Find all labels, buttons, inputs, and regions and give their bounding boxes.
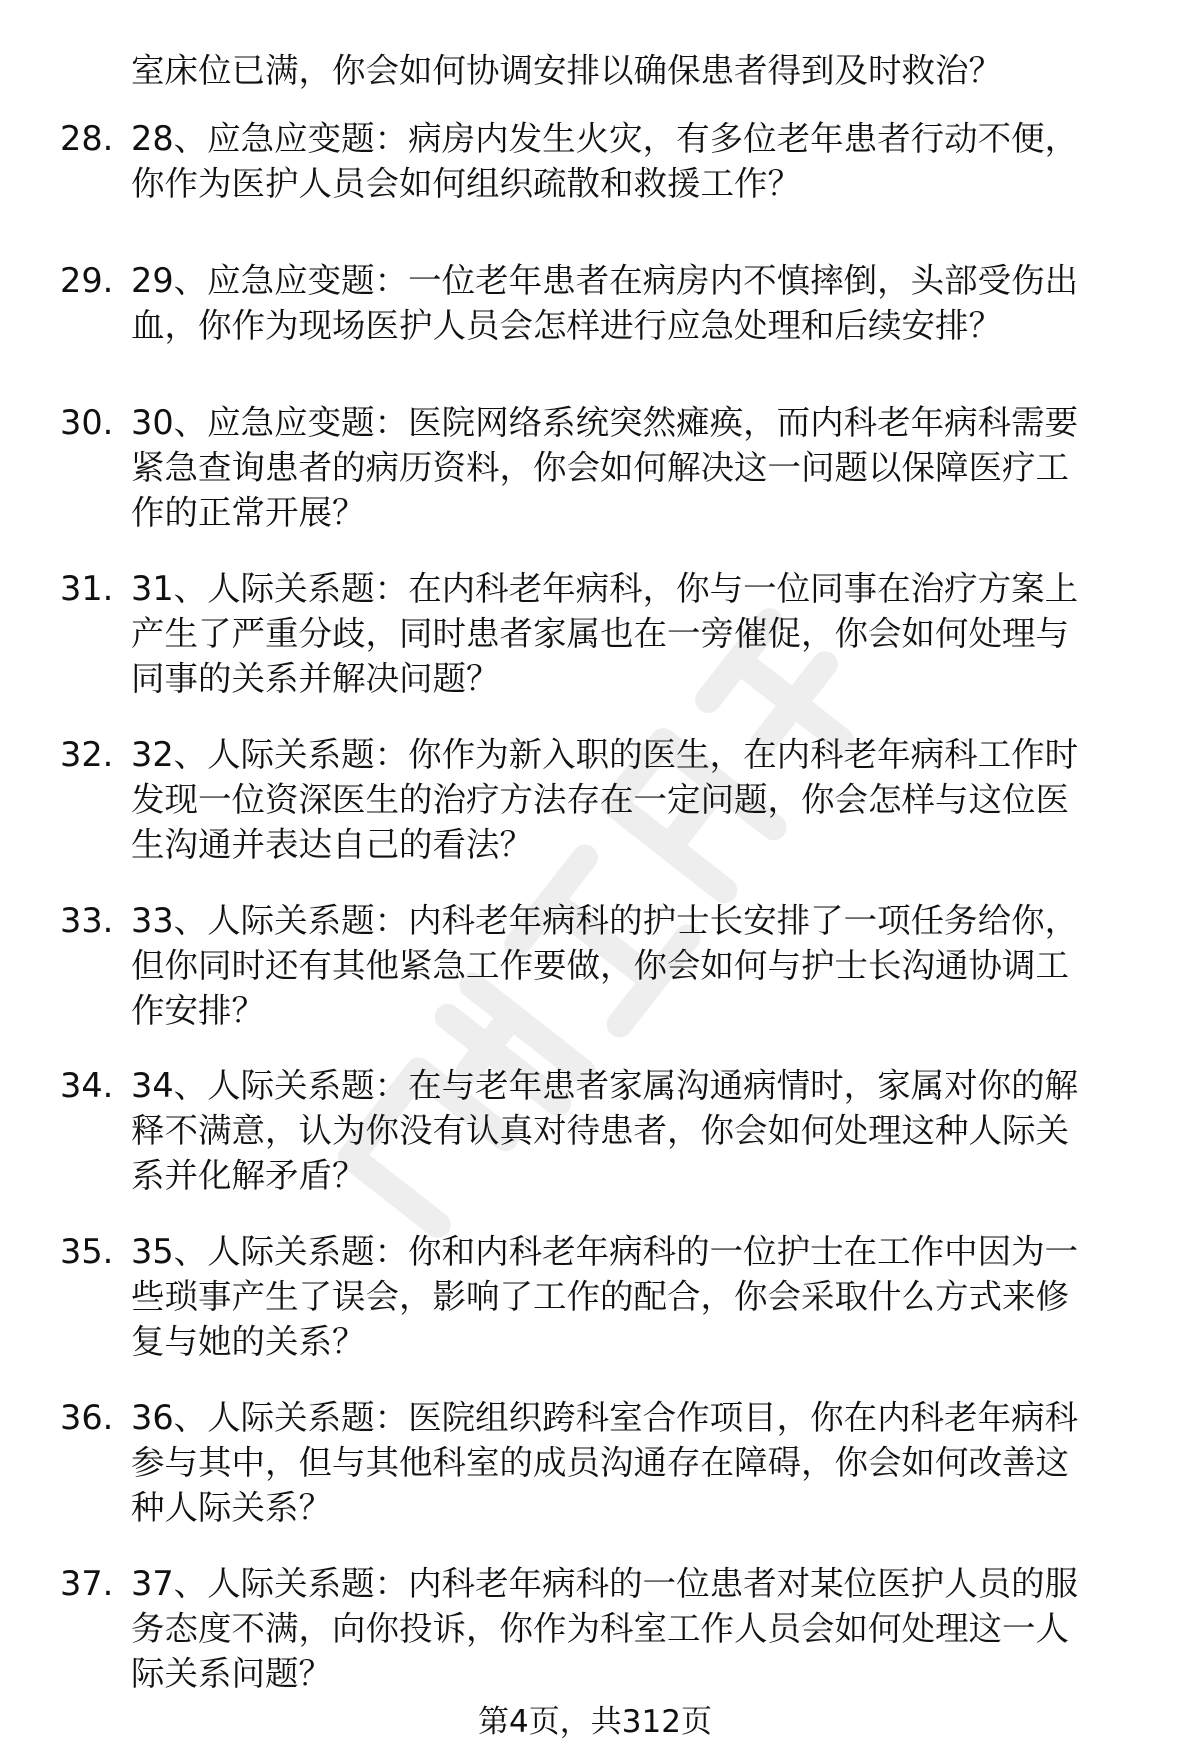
question-line: 发现一位资深医生的治疗方法存在一定问题，你会怎样与这位医 — [131, 780, 1069, 819]
question-line: 29、应急应变题：一位老年患者在病房内不慎摔倒，头部受伤出 — [131, 261, 1079, 300]
question-line: 务态度不满，向你投诉，你作为科室工作人员会如何处理这一人 — [131, 1609, 1069, 1648]
question-number: 31. — [60, 569, 114, 608]
question-line: 血，你作为现场医护人员会怎样进行应急处理和后续安排？ — [131, 306, 1002, 345]
question-number: 34. — [60, 1066, 114, 1105]
question-text — [131, 1561, 1161, 1696]
question-line: 际关系问题？ — [131, 1654, 332, 1693]
question-line: 作安排？ — [131, 991, 265, 1030]
question-line: 37、人际关系题：内科老年病科的一位患者对某位医护人员的服 — [131, 1564, 1079, 1603]
question-number: 32. — [60, 735, 114, 774]
question-number: 30. — [60, 403, 114, 442]
question-line: 36、人际关系题：医院组织跨科室合作项目，你在内科老年病科 — [131, 1398, 1079, 1437]
question-line: 32、人际关系题：你作为新入职的医生，在内科老年病科工作时 — [131, 735, 1079, 774]
question-line: 参与其中，但与其他科室的成员沟通存在障碍，你会如何改善这 — [131, 1443, 1069, 1482]
question-text — [131, 1229, 1161, 1364]
question-text — [131, 1395, 1161, 1530]
question-line: 生沟通并表达自己的看法？ — [131, 825, 533, 864]
question-text — [131, 258, 1161, 348]
question-number: 35. — [60, 1232, 114, 1271]
question-number: 33. — [60, 901, 114, 940]
question-text — [131, 898, 1161, 1033]
question-line: 31、人际关系题：在内科老年病科，你与一位同事在治疗方案上 — [131, 569, 1079, 608]
question-line: 33、人际关系题：内科老年病科的护士长安排了一项任务给你， — [131, 901, 1079, 940]
question-text — [131, 400, 1161, 535]
question-number: 29. — [60, 261, 114, 300]
question-number: 28. — [60, 119, 114, 158]
question-line: 作的正常开展？ — [131, 493, 366, 532]
question-line: 但你同时还有其他紧急工作要做，你会如何与护士长沟通协调工 — [131, 946, 1069, 985]
question-text — [131, 116, 1161, 206]
question-line: 系并化解矛盾？ — [131, 1156, 366, 1195]
continuation-text: 室床位已满，你会如何协调安排以确保患者得到及时救治？ — [131, 51, 1002, 90]
question-line: 35、人际关系题：你和内科老年病科的一位护士在工作中因为一 — [131, 1232, 1079, 1271]
question-line: 紧急查询患者的病历资料，你会如何解决这一问题以保障医疗工 — [131, 448, 1069, 487]
question-line: 34、人际关系题：在与老年患者家属沟通病情时，家属对你的解 — [131, 1066, 1079, 1105]
page-footer: 第4页，共312页 — [478, 1704, 712, 1740]
question-line: 你作为医护人员会如何组织疏散和救援工作？ — [131, 164, 801, 203]
question-text — [131, 1063, 1161, 1198]
question-line: 28、应急应变题：病房内发生火灾，有多位老年患者行动不便， — [131, 119, 1079, 158]
question-line: 种人际关系？ — [131, 1488, 332, 1527]
question-line: 释不满意，认为你没有认真对待患者，你会如何处理这种人际关 — [131, 1111, 1069, 1150]
question-number: 37. — [60, 1564, 114, 1603]
question-text — [131, 566, 1161, 701]
question-line: 30、应急应变题：医院网络系统突然瘫痪，而内科老年病科需要 — [131, 403, 1079, 442]
question-line: 复与她的关系？ — [131, 1322, 366, 1361]
question-number: 36. — [60, 1398, 114, 1437]
question-line: 些琐事产生了误会，影响了工作的配合，你会采取什么方式来修 — [131, 1277, 1069, 1316]
question-line: 同事的关系并解决问题？ — [131, 659, 500, 698]
question-text — [131, 732, 1161, 867]
question-line: 产生了严重分歧，同时患者家属也在一旁催促，你会如何处理与 — [131, 614, 1069, 653]
